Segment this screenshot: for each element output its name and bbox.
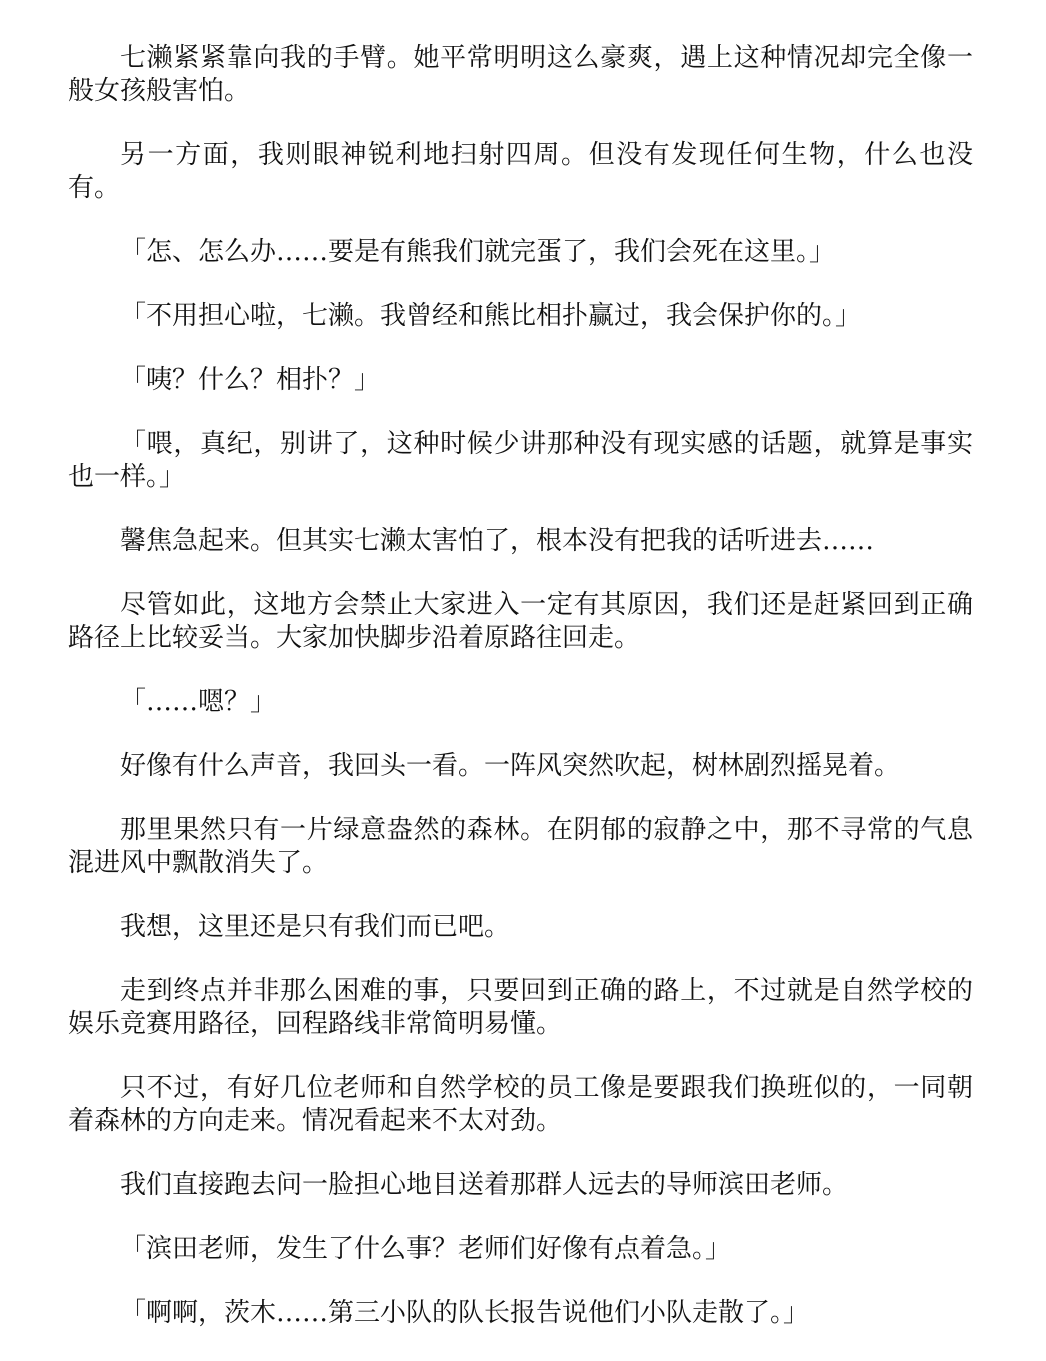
paragraph: 「滨田老师，发生了什么事？老师们好像有点着急。」: [120, 1234, 732, 1264]
paragraph: 「怎、怎么办……要是有熊我们就完蛋了，我们会死在这里。」: [120, 237, 836, 267]
paragraph: 走到终点并非那么困难的事，只要回到正确的路上，不过就是自然学校的娱乐竞赛用路径，回程路线非常简明易懂。: [68, 976, 973, 1039]
paragraph: 「啊啊，茨木……第三小队的队长报告说他们小队走散了。」: [120, 1298, 810, 1328]
paragraph: 「不用担心啦，七濑。我曾经和熊比相扑赢过，我会保护你的。」: [120, 301, 862, 331]
paragraph: 好像有什么声音，我回头一看。一阵风突然吹起，树林剧烈摇晃着。: [120, 751, 901, 781]
paragraph: 七濑紧紧靠向我的手臂。她平常明明这么豪爽，遇上这种情况却完全像一般女孩般害怕。: [68, 43, 973, 106]
paragraph: 另一方面，我则眼神锐利地扫射四周。但没有发现任何生物，什么也没有。: [68, 140, 973, 203]
paragraph: 「喂，真纪，别讲了，这种时候少讲那种没有现实感的话题，就算是事实也一样。」: [68, 429, 973, 492]
document-page: [68, 42, 973, 1361]
paragraph: 「咦？什么？相扑？」: [120, 365, 381, 395]
paragraph: 「……嗯？」: [120, 687, 277, 717]
paragraph: 只不过，有好几位老师和自然学校的员工像是要跟我们换班似的，一同朝着森林的方向走来。情况看起来不太对劲。: [68, 1073, 973, 1136]
paragraph: 我们直接跑去问一脸担心地目送着那群人远去的导师滨田老师。: [120, 1170, 849, 1200]
paragraph: 馨焦急起来。但其实七濑太害怕了，根本没有把我的话听进去……: [120, 526, 875, 556]
paragraph: 我想，这里还是只有我们而已吧。: [120, 912, 511, 942]
paragraph: 那里果然只有一片绿意盎然的森林。在阴郁的寂静之中，那不寻常的气息混进风中飘散消失了。: [68, 815, 973, 878]
paragraph: 尽管如此，这地方会禁止大家进入一定有其原因，我们还是赶紧回到正确路径上比较妥当。大家加快脚步沿着原路往回走。: [68, 590, 973, 653]
